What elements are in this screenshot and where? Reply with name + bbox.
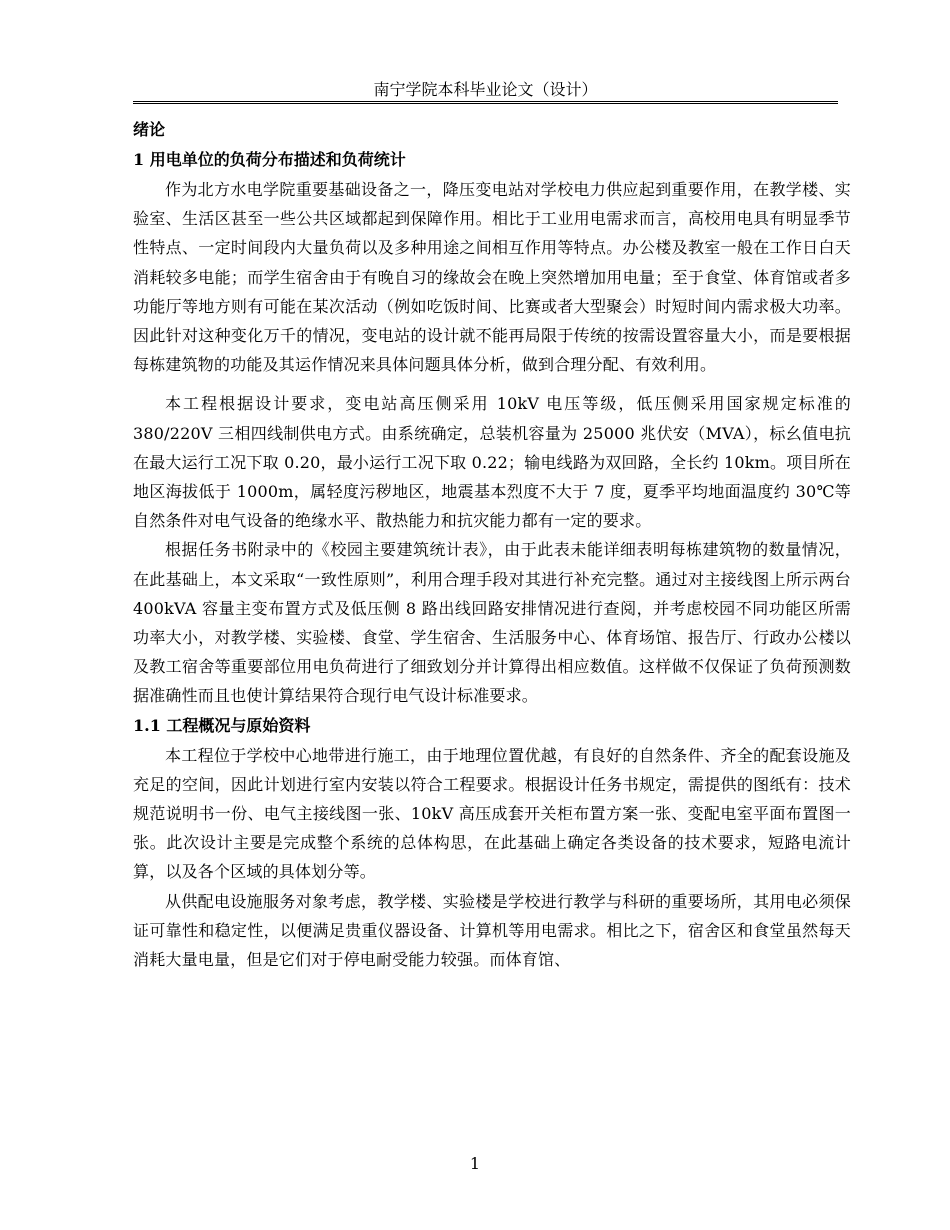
section-1-1-heading: 1.1 工程概况与原始资料 — [133, 715, 311, 735]
paragraph-5: 从供配电设施服务对象考虑，教学楼、实验楼是学校进行教学与科研的重要场所，其用电必须保证可靠性和稳定性，以便满足贵重仪器设备、计算机等用电需求。相比之下，宿舍区和食堂虽然每天消耗大量电量，但是它们对于停电耐受能力较强。而体育馆、 — [133, 891, 851, 970]
paragraph-3: 根据任务书附录中的《校园主要建筑统计表》，由于此表未能详细表明每栋建筑物的数量情况，在此基础上，本文采取“一致性原则”，利用合理手段对其进行补充完整。通过对主接线图上所示两台 400kVA 容量主变布置方式及低压侧 8 路出线回路安排情况进行查阅，并考虑校园不同功能区所需功率大小，对教学楼、实验楼、食堂、学生宿舍、生活服务中心、体育场馆、报告厅、行政办公楼以及教工宿舍等重要部位用电负荷进行了细致划分并计算得出相应数值。这样做不仅保证了负荷预测数据准确性而且也使计算结果符合现行电气设计标准要求。 — [133, 540, 851, 706]
paragraph-1: 作为北方水电学院重要基础设备之一，降压变电站对学校电力供应起到重要作用，在教学楼、实验室、生活区甚至一些公共区域都起到保障作用。相比于工业用电需求而言，高校用电具有明显季节性特点、一定时间段内大量负荷以及多种用途之间相互作用等特点。办公楼及教室一般在工作日白天消耗较多电能；而学生宿舍由于有晚自习的缘故会在晚上突然增加用电量；至于食堂、体育馆或者多功能厅等地方则有可能在某次活动（例如吃饭时间、比赛或者大型聚会）时短时间内需求极大功率。因此针对这种变化万千的情况，变电站的设计就不能再局限于传统的按需设置容量大小，而是要根据每栋建筑物的功能及其运作情况来具体问题具体分析，做到合理分配、有效利用。 — [133, 180, 851, 375]
chapter-1-heading: 1 用电单位的负荷分布描述和负荷统计 — [133, 150, 406, 169]
header-rule — [133, 101, 838, 104]
intro-heading: 绪论 — [133, 120, 166, 139]
paragraph-gap — [133, 379, 851, 389]
running-header: 南宁学院本科毕业论文（设计） — [373, 80, 598, 99]
page-number: 1 — [469, 1154, 481, 1173]
paragraph-4: 本工程位于学校中心地带进行施工，由于地理位置优越，有良好的自然条件、齐全的配套设施及充足的空间，因此计划进行室内安装以符合工程要求。根据设计任务书规定，需提供的图纸有：技术规范说明书一份、电气主接线图一张、10kV 高压成套开关柜布置方案一张、变配电室平面布置图一张。此次设计主要是完成整个系统的总体构思，在此基础上确定各类设备的技术要求，短路电流计算，以及各个区域的具体划分等。 — [133, 745, 851, 882]
paragraph-2: 本工程根据设计要求，变电站高压侧采用 10kV 电压等级，低压侧采用国家规定标准的 380/220V 三相四线制供电方式。由系统确定，总装机容量为 25000 兆伏安（MVA），标幺值电抗在最大运行工况下取 0.20，最小运行工况下取 0.22；输电线路为双回路，全长约 10km。项目所在地区海拔低于 1000m，属轻度污秽地区，地震基本烈度不大于 7 度，夏季平均地面温度约 30℃等自然条件对电气设备的绝缘水平、散热能力和抗灾能力都有一定的要求。 — [133, 394, 851, 531]
document-body — [133, 115, 851, 974]
